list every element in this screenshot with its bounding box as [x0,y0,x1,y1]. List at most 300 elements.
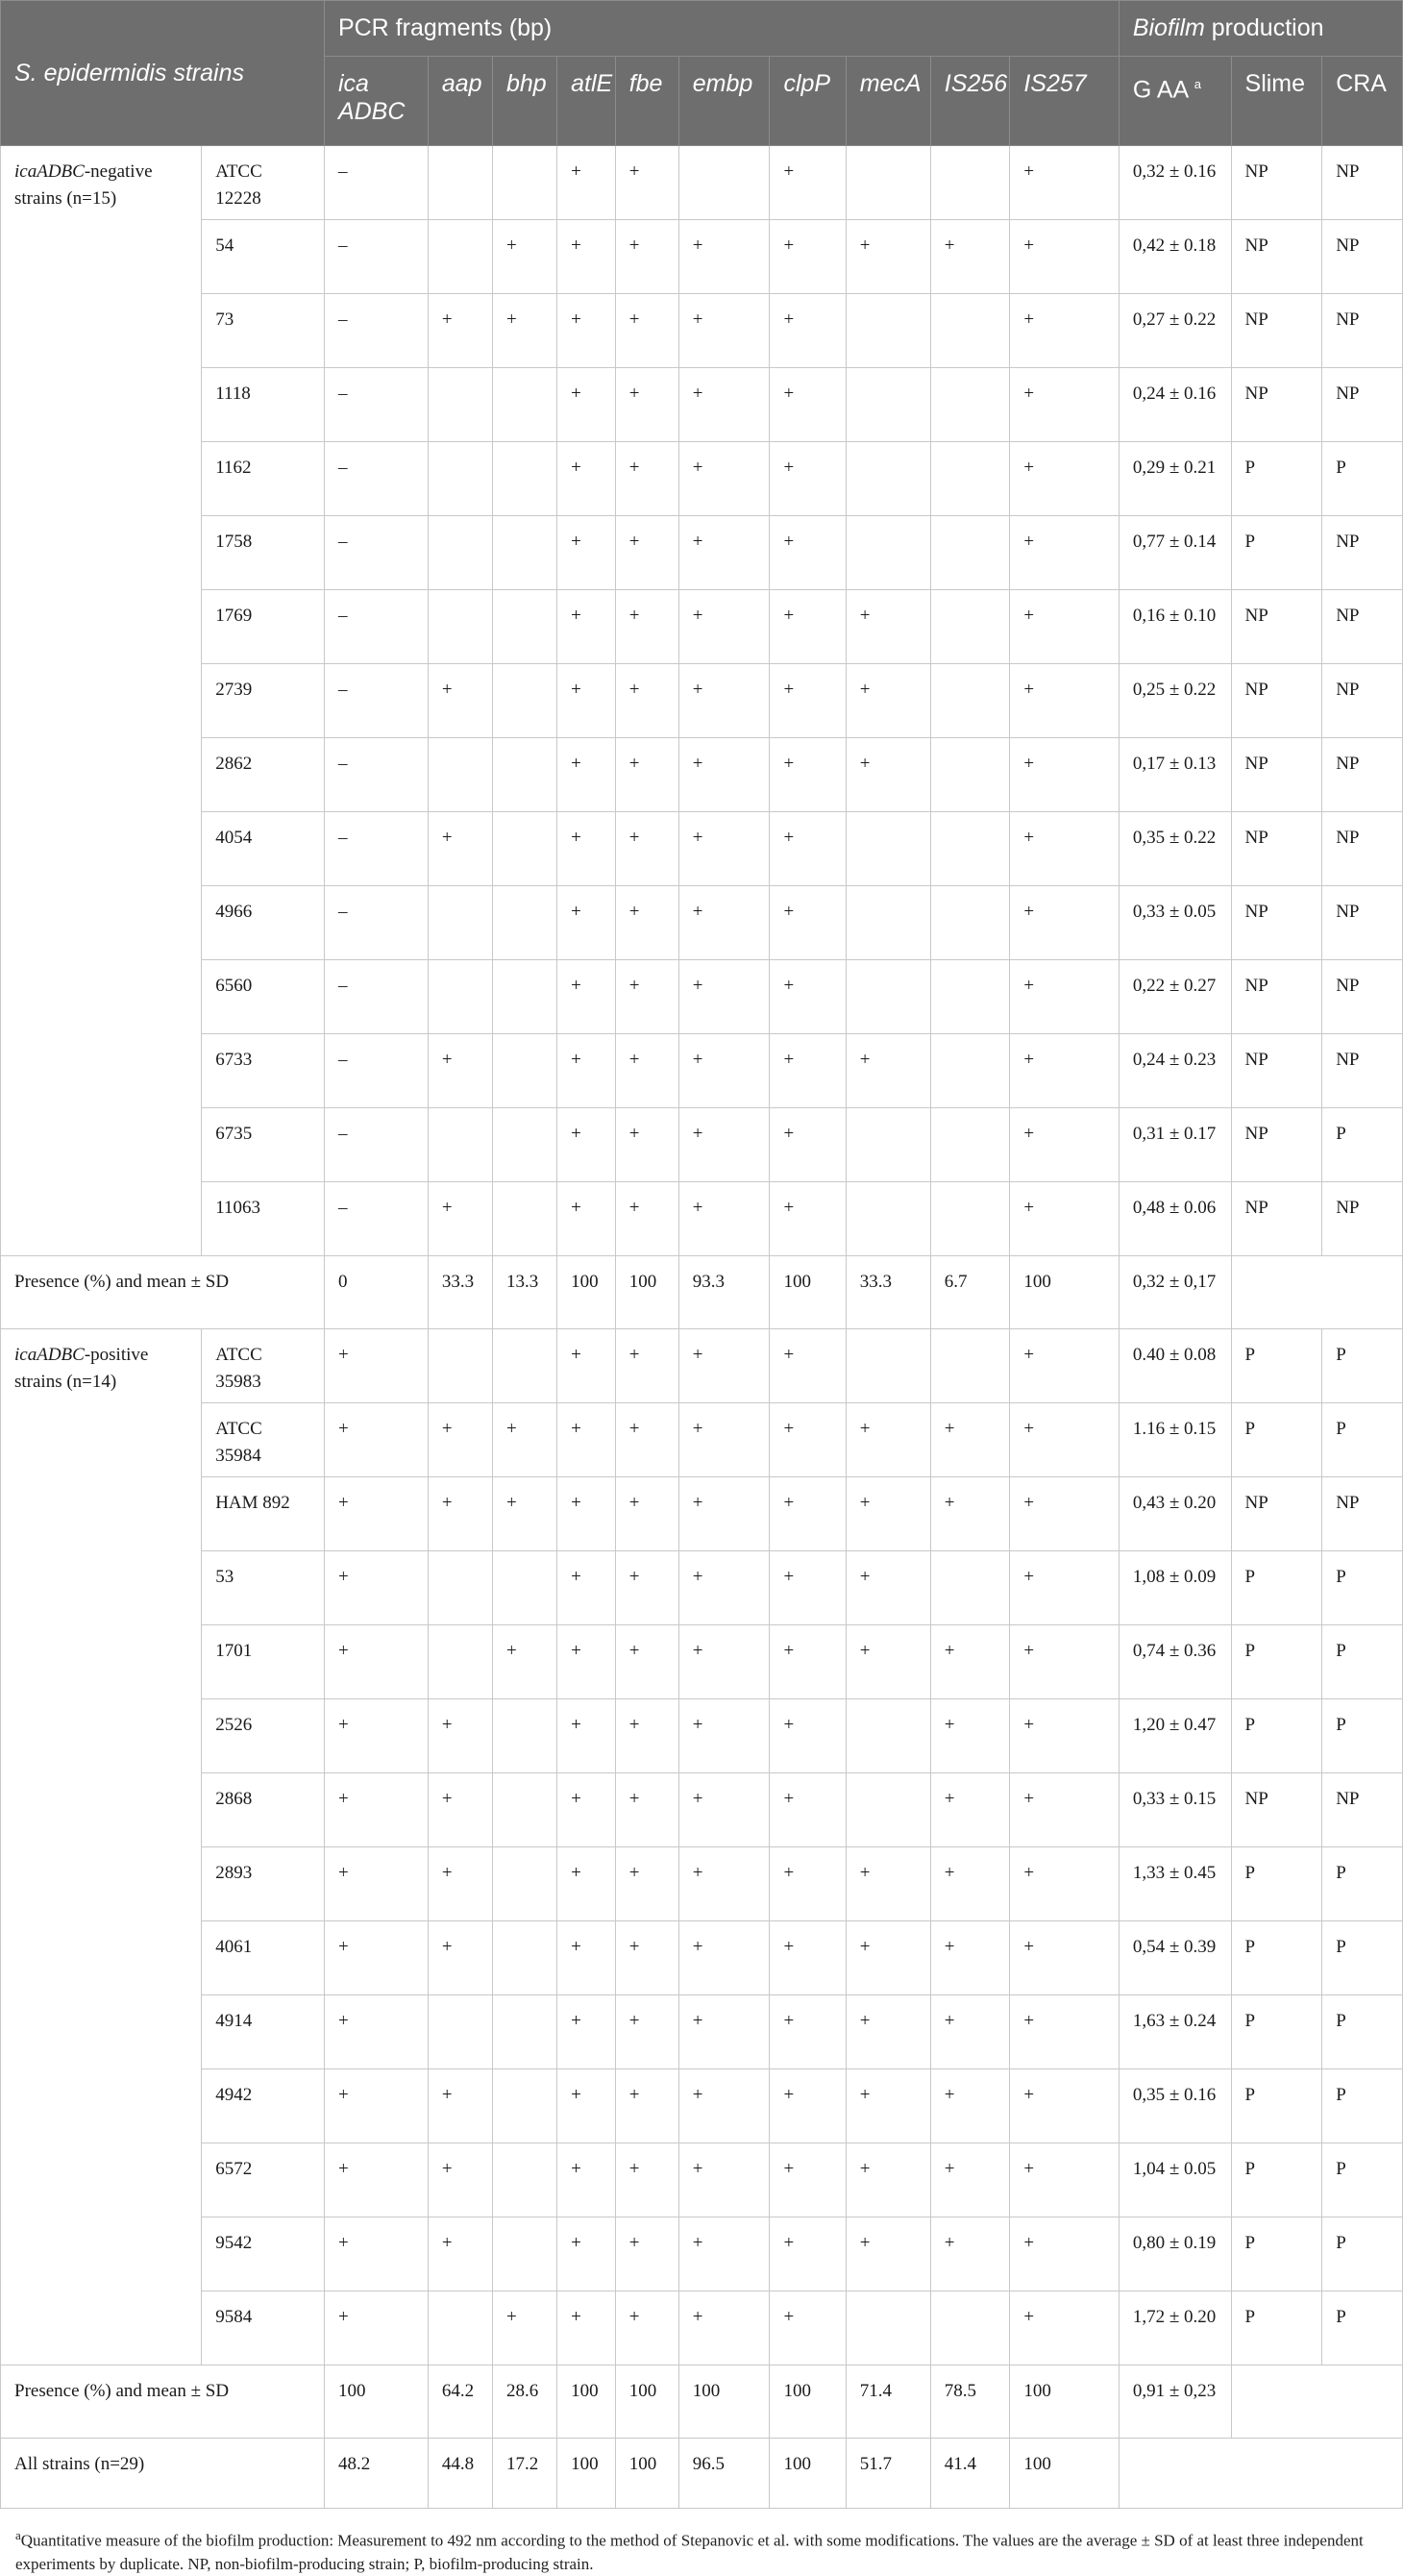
gene-cell: + [678,960,770,1034]
gene-cell [428,442,492,516]
biofilm-header-rest: production [1204,14,1324,41]
strain-cell: 4942 [202,2069,325,2143]
gene-cell: + [428,2217,492,2291]
gene-cell: – [324,812,428,886]
gene-cell: + [1010,294,1119,368]
gene-cell [428,1551,492,1625]
gene-cell [492,1847,556,1921]
gene-cell [930,1551,1010,1625]
gene-cell: + [1010,2291,1119,2365]
gene-cell: – [324,294,428,368]
gene-cell: + [678,590,770,664]
gene-cell: + [428,1921,492,1995]
gene-cell: – [324,516,428,590]
gene-cell: + [770,1108,846,1182]
gene-cell [428,1108,492,1182]
gene-cell [492,1699,556,1773]
gene-cell [846,886,930,960]
gene-cell: + [615,220,678,294]
gene-cell: + [324,2217,428,2291]
gene-cell: + [615,590,678,664]
table-row [1,1699,1403,1773]
gene-cell: + [492,1625,556,1699]
biofilm-header [1119,1,1402,57]
gene-cell: + [428,1034,492,1108]
gene-cell: + [770,1847,846,1921]
gene-cell: – [324,368,428,442]
gaa-cell: 0,32 ± 0.16 [1119,146,1231,220]
table-body [1,146,1403,2509]
gene-cell [492,368,556,442]
gene-cell: + [324,1403,428,1477]
gene-cell: + [846,2217,930,2291]
gaa-cell: 0,48 ± 0.06 [1119,1182,1231,1256]
strain-cell: 4054 [202,812,325,886]
gene-cell: + [557,1403,616,1477]
gene-cell: + [615,1847,678,1921]
gene-cell: + [678,1551,770,1625]
gene-cell: + [1010,886,1119,960]
all-strains-cell: 41.4 [930,2439,1010,2509]
slime-cell: NP [1231,1182,1322,1256]
gene-cell [930,664,1010,738]
gene-cell [846,960,930,1034]
gaa-cell: 1,04 ± 0.05 [1119,2143,1231,2217]
gene-cell: + [846,2069,930,2143]
gene-cell [428,738,492,812]
gaa-cell: 0,17 ± 0.13 [1119,738,1231,812]
cra-cell: NP [1322,960,1403,1034]
gene-cell: + [678,1329,770,1403]
summary-gaa-cell: 0,91 ± 0,23 [1119,2365,1231,2439]
gene-cell: – [324,590,428,664]
gaa-header [1119,57,1231,146]
gaa-cell: 0,80 ± 0.19 [1119,2217,1231,2291]
cra-cell: P [1322,442,1403,516]
gene-cell: + [770,146,846,220]
slime-cell: NP [1231,1108,1322,1182]
gene-cell: + [1010,738,1119,812]
cra-cell: NP [1322,146,1403,220]
gene-cell: + [557,1477,616,1551]
gene-cell [492,1329,556,1403]
strain-cell: 4966 [202,886,325,960]
gene-cell [428,516,492,590]
all-strains-cell: 100 [1010,2439,1119,2509]
gene-header-label: fbe [628,70,663,97]
gene-cell: + [1010,1182,1119,1256]
gene-cell: + [557,2217,616,2291]
gene-cell [428,886,492,960]
footnote-sup: a [15,2528,21,2542]
strain-cell: 1758 [202,516,325,590]
gene-cell: + [770,738,846,812]
group-label-rest: -negative strains (n=15) [14,161,153,209]
gene-header-label: aap [441,70,482,97]
strain-cell: 6733 [202,1034,325,1108]
gene-header-label: atlE [571,70,613,97]
gene-cell: + [1010,442,1119,516]
all-strains-cell: 48.2 [324,2439,428,2509]
gene-header [1010,57,1119,146]
gene-cell [428,220,492,294]
gene-cell: – [324,146,428,220]
gene-header [770,57,846,146]
gene-cell: + [428,2143,492,2217]
footnote [0,2509,1403,2576]
gene-cell: + [678,1625,770,1699]
gene-cell [492,1773,556,1847]
gene-cell: + [324,2143,428,2217]
gene-cell [428,1625,492,1699]
gene-cell [492,738,556,812]
gaa-cell: 0,29 ± 0.21 [1119,442,1231,516]
gene-cell: + [678,2143,770,2217]
gene-header [846,57,930,146]
gene-cell: + [846,1403,930,1477]
gene-cell: + [1010,1773,1119,1847]
gene-cell [428,590,492,664]
gaa-cell: 0,16 ± 0.10 [1119,590,1231,664]
slime-cell: P [1231,1995,1322,2069]
slime-cell: NP [1231,1477,1322,1551]
strain-cell: 2739 [202,664,325,738]
gene-cell: + [678,1182,770,1256]
summary-cell: 28.6 [492,2365,556,2439]
gene-cell: + [492,220,556,294]
slime-cell: P [1231,516,1322,590]
gene-cell [428,2291,492,2365]
gaa-cell: 1,63 ± 0.24 [1119,1995,1231,2069]
table-row [1,220,1403,294]
gene-cell: + [930,2143,1010,2217]
cra-cell: NP [1322,516,1403,590]
strains-header-label: S. epidermidis strains [14,59,244,87]
gaa-cell: 0,54 ± 0.39 [1119,1921,1231,1995]
gene-cell: + [770,1773,846,1847]
gene-cell: + [678,812,770,886]
gene-cell: + [930,1847,1010,1921]
gene-cell [846,1329,930,1403]
gene-cell [492,886,556,960]
slime-cell: P [1231,1551,1322,1625]
table-row [1,1034,1403,1108]
summary-empty-cell [1231,2365,1402,2439]
summary-cell: 13.3 [492,1256,556,1329]
table-row [1,2143,1403,2217]
summary-gaa-cell: 0,32 ± 0,17 [1119,1256,1231,1329]
gene-cell: + [557,738,616,812]
gaa-cell: 0,35 ± 0.22 [1119,812,1231,886]
strain-cell: 9542 [202,2217,325,2291]
all-strains-empty-cell [1119,2439,1402,2509]
summary-cell: 100 [678,2365,770,2439]
gene-cell [846,812,930,886]
cra-cell: P [1322,2069,1403,2143]
slime-cell: P [1231,1403,1322,1477]
gene-cell: + [615,664,678,738]
summary-cell: 64.2 [428,2365,492,2439]
gene-cell: + [428,1403,492,1477]
gene-cell: + [770,516,846,590]
gene-cell: + [557,1921,616,1995]
all-strains-cell: 96.5 [678,2439,770,2509]
cra-cell: NP [1322,812,1403,886]
group-label [1,1329,202,2365]
group-label-italic: icaADBC [14,161,85,182]
cra-cell: P [1322,1699,1403,1773]
group-label [1,146,202,1256]
gene-cell: + [930,1477,1010,1551]
gene-header-label: clpP [783,70,831,97]
gene-cell: + [324,1699,428,1773]
gene-cell: + [678,1034,770,1108]
gaa-header-sup: a [1194,77,1201,91]
cra-cell: P [1322,1551,1403,1625]
gene-cell: + [846,1034,930,1108]
table-row [1,368,1403,442]
cra-cell: NP [1322,886,1403,960]
gaa-cell: 0,43 ± 0.20 [1119,1477,1231,1551]
gene-cell: + [557,2069,616,2143]
gene-cell [930,1182,1010,1256]
gene-cell: + [846,1921,930,1995]
gene-cell [846,2291,930,2365]
cra-cell: P [1322,1329,1403,1403]
gene-cell: + [770,1625,846,1699]
slime-cell: NP [1231,960,1322,1034]
all-strains-cell: 100 [557,2439,616,2509]
gene-cell: + [1010,368,1119,442]
gene-cell: + [557,294,616,368]
gaa-cell: 0,33 ± 0.15 [1119,1773,1231,1847]
all-strains-cell: 100 [770,2439,846,2509]
gene-cell: + [770,1477,846,1551]
gene-header-label: embp [692,70,753,97]
gene-cell [930,368,1010,442]
gene-cell: + [428,1847,492,1921]
gene-cell: + [1010,2069,1119,2143]
gene-cell: + [770,294,846,368]
gene-cell: + [492,294,556,368]
strain-cell: 9584 [202,2291,325,2365]
gene-cell: + [324,2069,428,2143]
header-row-top [1,1,1403,57]
gene-cell: + [770,812,846,886]
gene-cell [846,1773,930,1847]
gene-cell: + [678,1921,770,1995]
gaa-cell: 0,33 ± 0.05 [1119,886,1231,960]
group-label-rest: -positive strains (n=14) [14,1345,149,1392]
gene-cell: + [678,1699,770,1773]
gene-cell [492,1108,556,1182]
summary-cell: 100 [770,1256,846,1329]
gene-header-label: mecA [859,70,922,97]
table-row [1,1108,1403,1182]
cra-cell: P [1322,2291,1403,2365]
gene-cell: + [1010,2217,1119,2291]
table-row [1,960,1403,1034]
gene-cell: + [930,2217,1010,2291]
gene-cell: + [770,590,846,664]
gene-cell [428,146,492,220]
gene-cell [930,2291,1010,2365]
gene-cell: + [770,220,846,294]
table-row [1,516,1403,590]
table-row [1,1477,1403,1551]
gene-cell: + [770,1034,846,1108]
all-strains-label: All strains (n=29) [1,2439,325,2509]
gene-cell [492,812,556,886]
gene-cell: – [324,442,428,516]
gene-cell: + [615,2069,678,2143]
gene-cell: + [557,812,616,886]
gene-cell: + [428,294,492,368]
gene-cell [492,2143,556,2217]
all-strains-cell: 100 [615,2439,678,2509]
gene-cell: + [428,1699,492,1773]
cra-cell: NP [1322,1034,1403,1108]
gene-cell: + [1010,1995,1119,2069]
gene-cell: + [1010,1921,1119,1995]
gene-cell [678,146,770,220]
gene-cell: + [770,1551,846,1625]
gene-cell: + [557,516,616,590]
strain-cell: 1118 [202,368,325,442]
gene-cell: + [770,1995,846,2069]
gene-cell: + [770,2069,846,2143]
gene-cell [930,812,1010,886]
gene-cell: – [324,1108,428,1182]
gene-cell: + [615,1921,678,1995]
summary-label: Presence (%) and mean ± SD [1,1256,325,1329]
slime-cell: P [1231,1329,1322,1403]
gene-cell [930,590,1010,664]
strain-cell: ATCC 35983 [202,1329,325,1403]
gene-cell: + [1010,1477,1119,1551]
gene-cell: + [557,1773,616,1847]
summary-row [1,2365,1403,2439]
gene-cell [492,516,556,590]
cra-cell: NP [1322,220,1403,294]
gene-cell: + [615,1625,678,1699]
gaa-cell: 0,42 ± 0.18 [1119,220,1231,294]
gene-cell: + [428,2069,492,2143]
cra-cell: NP [1322,294,1403,368]
gene-cell: + [678,220,770,294]
slime-header: Slime [1231,57,1322,146]
table-row [1,1551,1403,1625]
table-row [1,294,1403,368]
gene-cell [930,442,1010,516]
gene-cell: + [770,2217,846,2291]
gaa-cell: 0,77 ± 0.14 [1119,516,1231,590]
gene-cell: + [846,1477,930,1551]
slime-cell: NP [1231,368,1322,442]
summary-cell: 71.4 [846,2365,930,2439]
gene-cell: + [678,294,770,368]
cra-cell: NP [1322,1477,1403,1551]
gene-cell: + [324,1625,428,1699]
gene-cell: + [615,1403,678,1477]
gene-cell [930,516,1010,590]
gene-cell: + [1010,664,1119,738]
gene-cell: + [615,812,678,886]
cra-cell: P [1322,2143,1403,2217]
gaa-cell: 0,24 ± 0.23 [1119,1034,1231,1108]
table-row [1,1773,1403,1847]
strain-cell: 6572 [202,2143,325,2217]
gene-cell: + [615,2291,678,2365]
gene-cell [930,960,1010,1034]
gene-cell: + [557,442,616,516]
gene-cell: + [615,1329,678,1403]
slime-cell: NP [1231,1773,1322,1847]
strain-cell: HAM 892 [202,1477,325,1551]
gaa-cell: 0,74 ± 0.36 [1119,1625,1231,1699]
table-row [1,664,1403,738]
table-row [1,442,1403,516]
slime-cell: P [1231,2069,1322,2143]
gene-cell: – [324,1182,428,1256]
gene-header [678,57,770,146]
all-strains-cell: 44.8 [428,2439,492,2509]
gene-cell: + [770,2291,846,2365]
gene-cell: + [428,1773,492,1847]
gene-cell: + [1010,812,1119,886]
gene-cell: + [678,516,770,590]
summary-empty-cell [1231,1256,1402,1329]
gene-cell [492,1995,556,2069]
gene-cell: + [615,1995,678,2069]
gene-header-label: bhp [505,70,547,97]
gaa-cell: 1,08 ± 0.09 [1119,1551,1231,1625]
gene-cell: + [557,1108,616,1182]
gene-cell: + [557,368,616,442]
gene-cell: + [324,1773,428,1847]
gene-cell [846,294,930,368]
cra-cell: P [1322,1921,1403,1995]
gene-cell [492,442,556,516]
gene-cell: + [678,442,770,516]
gene-cell [846,516,930,590]
gene-header [557,57,616,146]
gene-cell: + [1010,516,1119,590]
gene-cell: + [770,1329,846,1403]
gene-cell: + [557,1625,616,1699]
gene-cell: + [678,664,770,738]
pcr-header: PCR fragments (bp) [324,1,1119,57]
gene-cell: – [324,220,428,294]
gene-cell [492,146,556,220]
gene-cell: + [1010,1329,1119,1403]
gene-cell: + [930,1699,1010,1773]
gene-cell [930,886,1010,960]
cra-cell: NP [1322,738,1403,812]
table-row [1,1182,1403,1256]
gene-cell: + [846,590,930,664]
gene-cell: + [678,886,770,960]
gaa-cell: 0,25 ± 0.22 [1119,664,1231,738]
gene-cell [930,1108,1010,1182]
gaa-header-label: G AA [1132,76,1188,104]
gene-cell: + [428,1477,492,1551]
strain-cell: 4061 [202,1921,325,1995]
slime-cell: NP [1231,886,1322,960]
gene-cell: + [615,442,678,516]
table-row [1,2217,1403,2291]
all-strains-cell: 51.7 [846,2439,930,2509]
